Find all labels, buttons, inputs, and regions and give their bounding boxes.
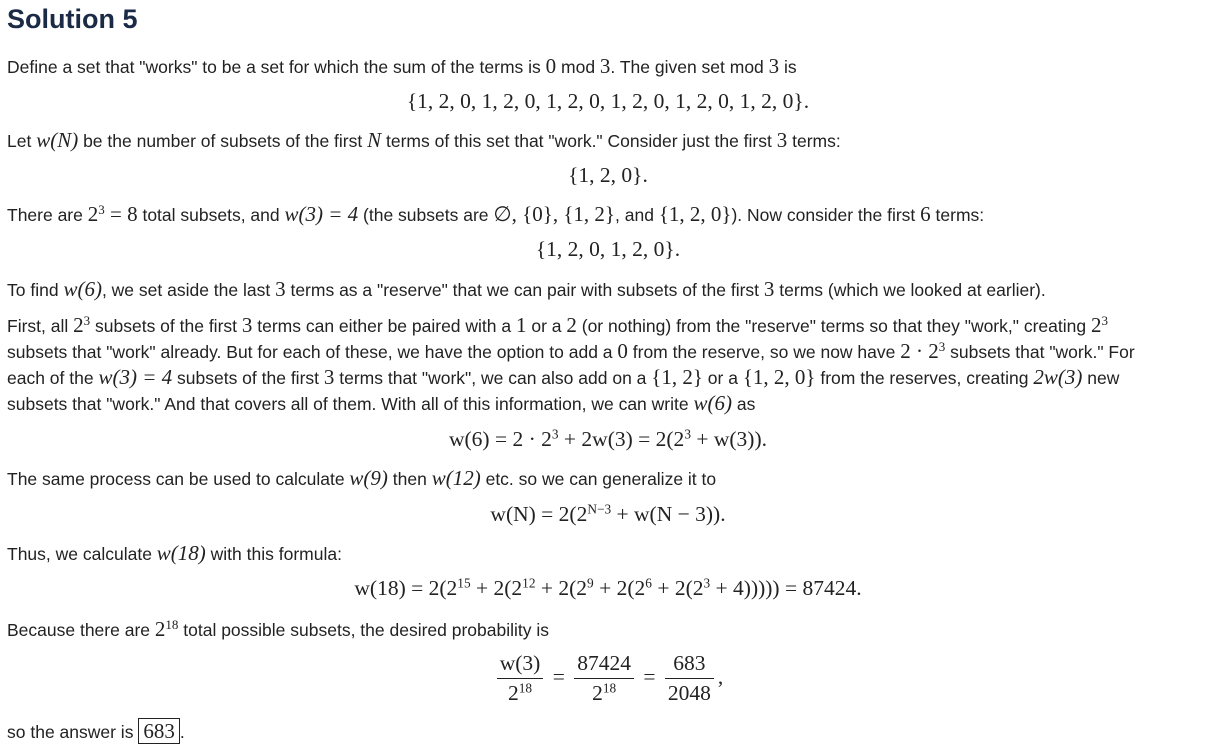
equation-first-six: {1, 2, 0, 1, 2, 0}. <box>535 237 681 261</box>
paragraph-calculate: Thus, we calculate w(18) with this formula: <box>7 541 342 565</box>
paragraph-subsets-count: There are $2^3 = 8$ total subsets, and w(3) = 4 (the subsets are ∅, {0}, {1, 2}, and {1, 2, 0}). Now consider the first 6 terms: <box>7 201 985 226</box>
paragraph-pairing-line-4: subsets that "work." And that covers all of them. With all of this information, we can write w(6) as <box>7 391 756 415</box>
fraction-87424: $\frac{87424}{2^{18}}$ <box>574 651 634 706</box>
paragraph-w-definition: Let w(N) be the number of subsets of the first N terms of this set that "work." Consider just the first 3 terms: <box>7 128 841 152</box>
paragraph-pairing-line-1: First, all $2^3$ subsets of the first 3 terms can either be paired with a 1 or a 2 (or nothing) from the "reserve" terms so that they "work," creating $2^3$ <box>7 312 1108 337</box>
paragraph-generalize: The same process can be used to calculate w(9) then w(12) etc. so we can generalize it to <box>7 466 717 490</box>
equation-w18: $w(18) = 2(2^{15} + 2(2^{12} + 2(2^9 + 2(2^6 + 2(2^3 + 4))))) = 87424$. <box>354 575 862 600</box>
paragraph-probability: Because there are $2^{18}$ total possible subsets, the desired probability is <box>7 616 550 641</box>
paragraph-definition: Define a set that "works" to be a set for which the sum of the terms is 0 mod 3. The given set mod 3 is <box>7 54 797 78</box>
paragraph-pairing-line-2: subsets that "work" already. But for each of these, we have the option to add a 0 from the reserve, so we now have $2 \cdot 2^3$ subsets that "work." For <box>7 338 1135 363</box>
answer-box: 683 <box>138 718 180 744</box>
paragraph-answer: so the answer is 683 . <box>7 719 185 743</box>
paragraph-pairing-line-3: each of the w(3) = 4 subsets of the first 3 terms that "work", we can also add on a {1, 2} or a {1, 2, 0} from the reserves, creating 2w(3) new <box>7 365 1120 389</box>
fraction-w3: $\frac{w(3)}{2^{18}}$ <box>497 651 544 706</box>
fraction-683: $\frac{683}{2048}$ <box>665 651 714 706</box>
paragraph-reserve: To find w(6), we set aside the last 3 terms as a "reserve" that we can pair with subsets of the first 3 terms (which we looked at earlier). <box>7 277 1046 301</box>
equation-probability: $\frac{w(3)}{2^{18}}$ = $\frac{87424}{2^{18}}$ = $\frac{683}{2048}$ , <box>0 651 1216 706</box>
page-title: Solution 5 <box>7 4 138 34</box>
equation-general-formula: $w(N) = 2(2^{N-3} + w(N - 3))$. <box>490 501 726 526</box>
equation-w6: $w(6) = 2 \cdot 2^3 + 2w(3) = 2(2^3 + w(3))$. <box>448 426 767 451</box>
equation-first-three: {1, 2, 0}. <box>568 163 648 187</box>
equation-given-set: {1, 2, 0, 1, 2, 0, 1, 2, 0, 1, 2, 0, 1, 2, 0, 1, 2, 0}. <box>406 89 810 113</box>
